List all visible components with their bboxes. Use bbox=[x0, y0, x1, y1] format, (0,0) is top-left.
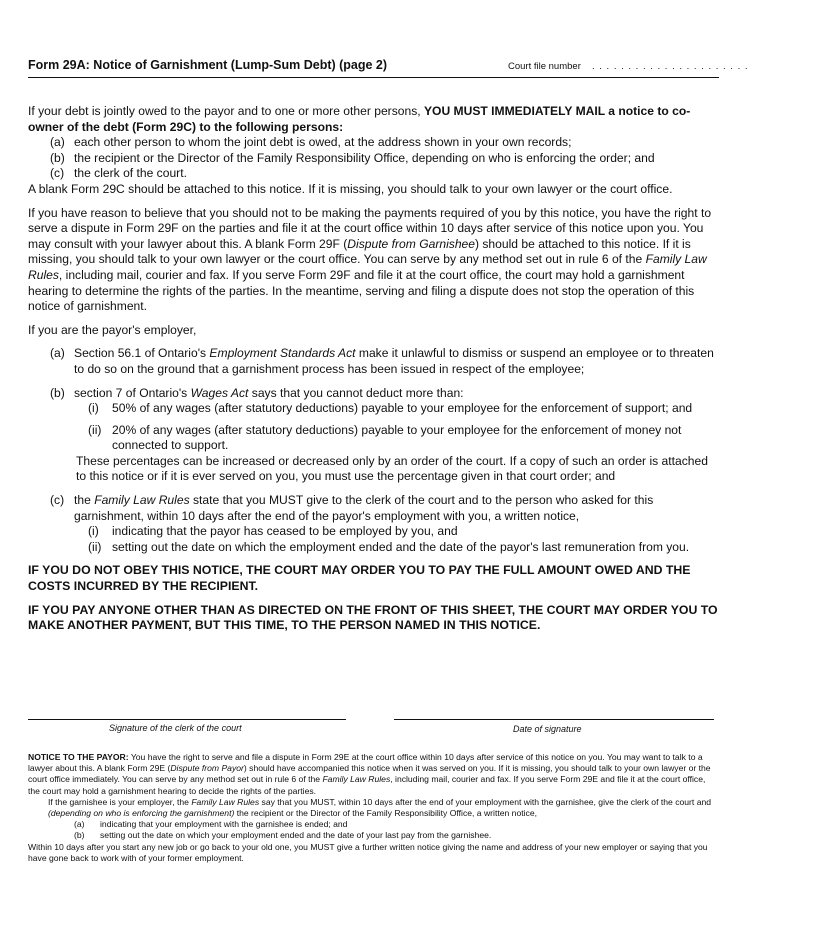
list-item: (ii) setting out the date on which the employment ended and the date of the payor's last remuneration from you. bbox=[88, 539, 690, 554]
list-item: (a) indicating that your employment with the garnishee is ended; and bbox=[74, 819, 348, 830]
court-file-number-field: . . . . . . . . . . . . . . . . . . . . . . bbox=[592, 61, 749, 72]
form-title: Form 29A: Notice of Garnishment (Lump-Sum Debt) (page 2) bbox=[28, 58, 388, 72]
mail-instruction: YOU MUST IMMEDIATELY MAIL a notice to co-owner of the debt (Form 29C) to the following persons: bbox=[28, 104, 691, 134]
court-file-number-label: Court file number bbox=[508, 61, 581, 72]
clerk-signature-caption: Signature of the clerk of the court bbox=[109, 723, 242, 733]
date-signature-caption: Date of signature bbox=[513, 724, 582, 734]
list-item: (ii) 20% of any wages (after statutory deductions) payable to your employee for the enforcement of money not connected to support. bbox=[88, 422, 682, 453]
list-item: (b) setting out the date on which your employment ended and the date of your last pay from the garnishee. bbox=[74, 830, 492, 841]
garnishee-employer-paragraph: If the garnishee is your employer, the Family Law Rules say that you MUST, within 10 days after the end of your employment with the garnishee, give the clerk of the court and (depending on who is enforcing the garnishment) the recipient or the Director of the Family Responsibility Office, a written notice, bbox=[48, 796, 712, 819]
list-item: (i) 50% of any wages (after statutory deductions) payable to your employee for the enforcement of support; and bbox=[88, 401, 693, 416]
joint-debt-paragraph: If your debt is jointly owed to the payor and to one or more other persons, YOU MUST IMMEDIATELY MAIL a notice to co-owner of the debt (Form 29C) to the following persons: bbox=[28, 104, 691, 134]
clerk-signature-line[interactable] bbox=[28, 719, 346, 720]
list-item: (a) each other person to whom the joint debt is owed, at the address shown in your own records; bbox=[50, 135, 572, 150]
warning-another-payment: IF YOU PAY ANYONE OTHER THAN AS DIRECTED ON THE FRONT OF THIS SHEET, THE COURT MAY ORDER YOU TO MAKE ANOTHER PAYMENT, BUT THIS TIME, TO THE PERSON NAMED IN THIS NOTICE. bbox=[28, 602, 718, 633]
percentages-note: These percentages can be increased or decreased only by an order of the court. If a copy of such an order is attached to this notice or if it is ever served on you, you must use the percentage given in that court order; and bbox=[76, 453, 708, 484]
list-item: (c) the clerk of the court. bbox=[50, 166, 187, 181]
header-divider bbox=[28, 77, 719, 78]
list-item: (i) indicating that the payor has ceased to be employed by you, and bbox=[88, 524, 458, 539]
notice-heading: NOTICE TO THE PAYOR: bbox=[28, 752, 129, 762]
date-signature-line[interactable] bbox=[394, 719, 714, 720]
list-item: (b) the recipient or the Director of the Family Responsibility Office, depending on who is enforcing the order; and bbox=[50, 150, 655, 165]
form-header bbox=[28, 58, 749, 78]
employer-item-a: (a) Section 56.1 of Ontario's Employment Standards Act make it unlawful to dismiss or suspend an employee or to threaten to do so on the ground that a garnishment process has been issued in respect of the employee; bbox=[50, 346, 714, 376]
notice-body bbox=[28, 104, 718, 634]
notice-to-payor: NOTICE TO THE PAYOR: You have the right to serve and file a dispute in Form 29E at the court office within 10 days after service of this notice on you. You may want to talk to a lawyer about this. A blank Form 29E (Dispute from Payor) should have accompanied this notice when it was served on you. If it is missing, you should talk to your own lawyer or the court office immediately. You can serve by any method set out in rule 6 of the Family Law Rules, including mail, courier and fax. If you serve Form 29E and file it at the court office, the court may hold a garnishment hearing to decide the rights of the parties. If the garnishee is your employer, the Family Law Rules say that you MUST, within 10 days after the end of your employment with the garnishee, give the clerk of the court and (depending on who is enforcing the garnishment) the recipient or the Director of the Family Responsibility Office, a written notice, (a) indicating that your employment with the garnishee is ended; and (b) setting out the date on which your employment ended and the date of your last pay from the garnishee. Within 10 days after you start any new job or go back to your old one, you MUST give a further written notice giving the name and address of your new employer or saying that you have gone back to work with of your former employment. bbox=[28, 752, 718, 864]
employer-intro: If you are the payor's employer, bbox=[28, 322, 197, 337]
employer-item-c: (c) the Family Law Rules state that you MUST give to the clerk of the court and to the person who asked for this garnishment, within 10 days after the end of the payor's employment with you, a written notice, bbox=[50, 493, 654, 523]
dispute-paragraph: If you have reason to believe that you should not to be making the payments required of you by this notice, you have the right to serve a dispute in Form 29F on the parties and file it at the court office within 10 days after service of this notice upon you. You may consult with your lawyer about this. A blank Form 29F (Dispute from Garnishee) should be attached to this notice. If it is missing, you should talk to your own lawyer or the court office. You can serve by any method set out in rule 6 of the Family Law Rules, including mail, courier and fax. If you serve Form 29F and file it at the court office, the court may hold a garnishment hearing to determine the rights of the parties. In the meantime, serving and filing a dispute does not stop the operation of this notice of garnishment. bbox=[28, 205, 712, 314]
blank-form-29c-note: A blank Form 29C should be attached to this notice. If it is missing, you should talk to your own lawyer or the court office. bbox=[28, 181, 673, 196]
employer-item-b: (b) section 7 of Ontario's Wages Act says that you cannot deduct more than: bbox=[50, 385, 464, 400]
new-employer-note: Within 10 days after you start any new job or go back to your old one, you MUST give a further written notice giving the name and address of your new employer or saying that you have gone back to work with of your former employment. bbox=[28, 841, 708, 863]
warning-full-amount: IF YOU DO NOT OBEY THIS NOTICE, THE COURT MAY ORDER YOU TO PAY THE FULL AMOUNT OWED AND THE COSTS INCURRED BY THE RECIPIENT. bbox=[28, 563, 691, 594]
